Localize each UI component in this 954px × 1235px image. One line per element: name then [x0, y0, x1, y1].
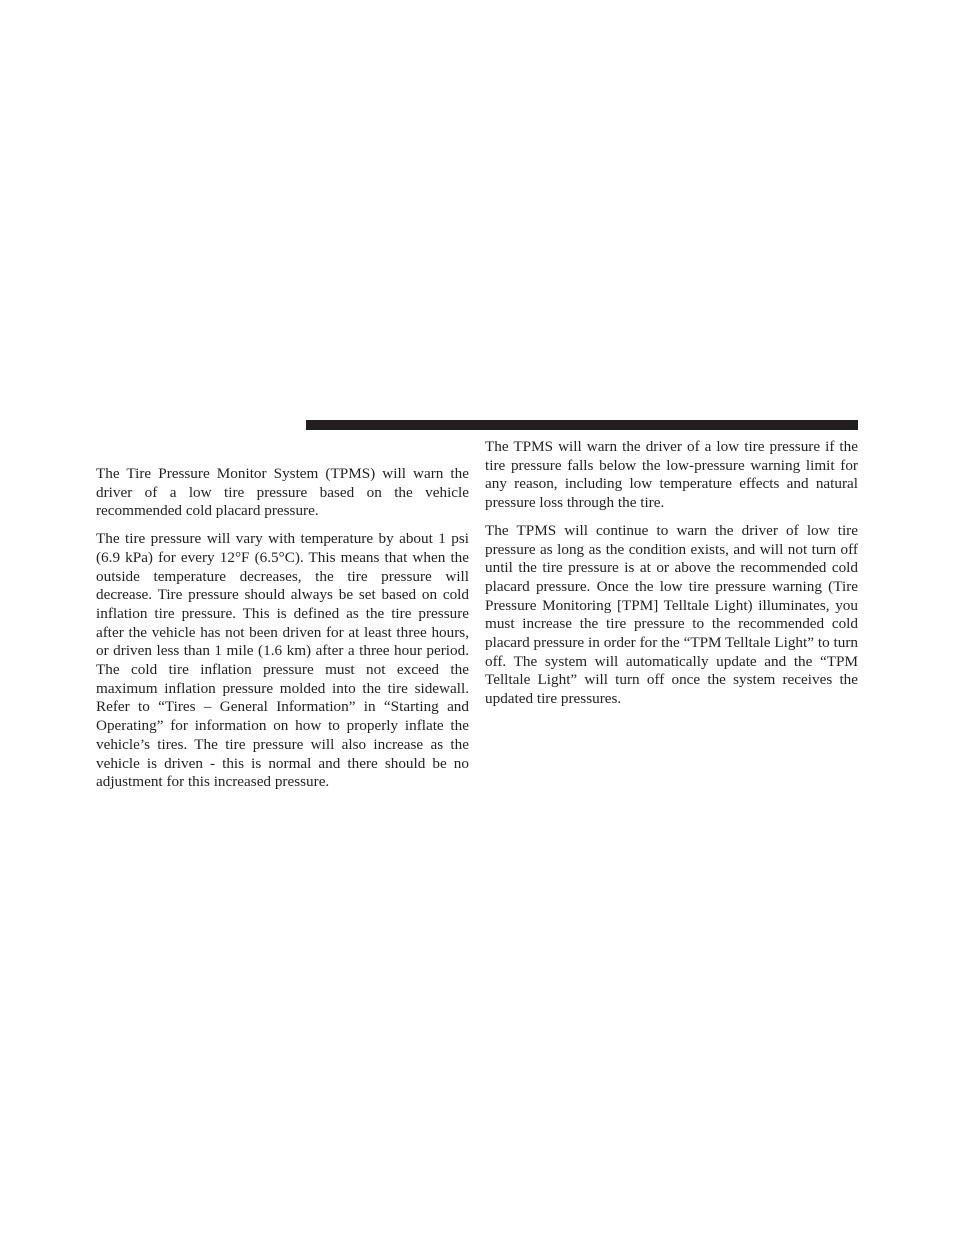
right-text-column: [485, 438, 858, 718]
paragraph-telltale-light: The TPMS will continue to warn the driver of low tire pressure as long as the condition exists, and will not turn off until the tire pressure is at or above the recommended cold placard pressure. Once the low tire pressure warning (Tire Pressure Monitoring [TPM] Telltale Light) illuminates, you must increase the tire pressure to the recommended cold placard pressure in order for the “TPM Telltale Light” to turn off. The system will automatically update and the “TPM Telltale Light” will turn off once the system receives the updated tire pressures.: [485, 521, 858, 708]
paragraph-temperature-variation: The tire pressure will vary with temperature by about 1 psi (6.9 kPa) for every 12°F (6.5°C). This means that when the outside temperature decreases, the tire pressure will decrease. Tire pressure should always be set based on cold inflation tire pressure. This is defined as the tire pressure after the vehicle has not been driven for at least three hours, or driven less than 1 mile (1.6 km) after a three hour period. The cold tire inflation pressure must not exceed the maximum inflation pressure molded into the tire sidewall. Refer to “Tires – General Information” in “Starting and Operating” for information on how to properly inflate the vehicle’s tires. The tire pressure will also increase as the vehicle is driven - this is normal and there should be no adjustment for this increased pressure.: [96, 530, 469, 791]
section-header-rule: [306, 420, 858, 430]
paragraph-tpms-intro: The Tire Pressure Monitor System (TPMS) will warn the driver of a low tire pressure based on the vehicle recommended cold placard pressure.: [96, 465, 469, 520]
left-text-column: [96, 465, 469, 801]
paragraph-low-pressure-warning: The TPMS will warn the driver of a low tire pressure if the tire pressure falls below the low-pressure warning limit for any reason, including low temperature effects and natural pressure loss through the tire.: [485, 438, 858, 512]
